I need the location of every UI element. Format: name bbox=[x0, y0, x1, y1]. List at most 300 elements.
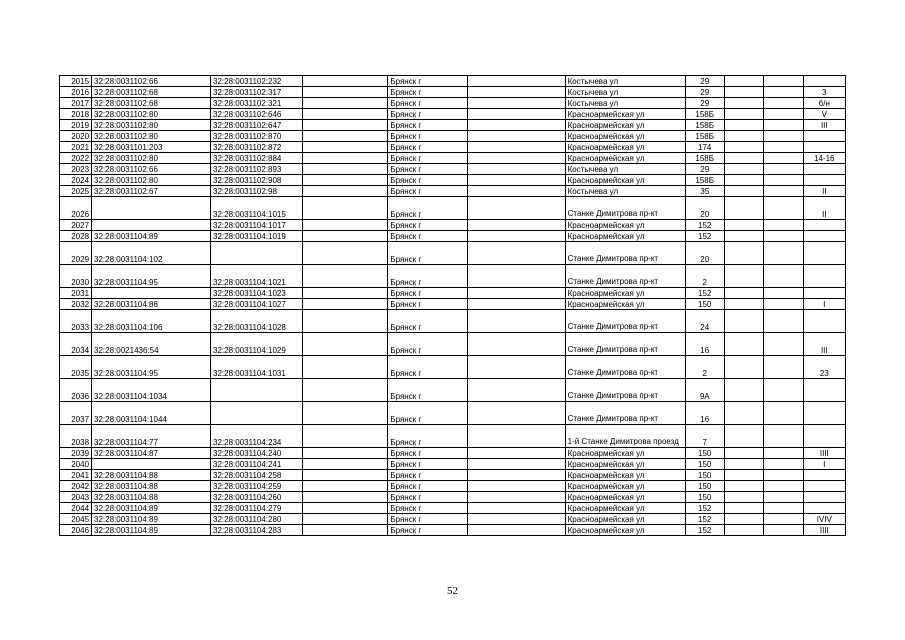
cadastral-parent-cell: 32:28:0031104:87 bbox=[92, 448, 211, 459]
city-cell: Брянск г bbox=[388, 448, 468, 459]
table-row bbox=[60, 402, 846, 425]
empty-cell bbox=[468, 76, 565, 87]
empty-cell bbox=[763, 175, 803, 186]
cadastral-number-cell: 32:28:0031102:98 bbox=[211, 186, 303, 197]
cadastral-number-cell: 32:28:0031102:908 bbox=[211, 175, 303, 186]
extra-cell: б/н bbox=[803, 98, 845, 109]
empty-cell bbox=[468, 98, 565, 109]
empty-cell bbox=[763, 448, 803, 459]
city-cell: Брянск г bbox=[388, 470, 468, 481]
table-row bbox=[60, 514, 846, 525]
row-number-cell: 2040 bbox=[60, 459, 92, 470]
empty-cell bbox=[468, 288, 565, 299]
cadastral-parent-cell: 32:28:0031104:88 bbox=[92, 492, 211, 503]
empty-cell bbox=[724, 142, 763, 153]
empty-cell bbox=[468, 402, 565, 425]
empty-cell bbox=[724, 356, 763, 379]
house-cell: 24 bbox=[685, 310, 724, 333]
empty-cell bbox=[468, 379, 565, 402]
cadastral-number-cell: 32:28:0031104:1021 bbox=[211, 265, 303, 288]
extra-cell: IVIV bbox=[803, 514, 845, 525]
empty-cell bbox=[302, 175, 388, 186]
table-row bbox=[60, 197, 846, 220]
cadastral-parent-cell: 32:28:0021436:54 bbox=[92, 333, 211, 356]
row-number-cell: 2030 bbox=[60, 265, 92, 288]
table-row bbox=[60, 525, 846, 536]
table-row bbox=[60, 142, 846, 153]
city-cell: Брянск г bbox=[388, 492, 468, 503]
cadastral-parent-cell: 32:28:0031102:66 bbox=[92, 164, 211, 175]
empty-cell bbox=[724, 220, 763, 231]
empty-cell bbox=[468, 231, 565, 242]
empty-cell bbox=[302, 109, 388, 120]
extra-cell bbox=[803, 379, 845, 402]
empty-cell bbox=[468, 153, 565, 164]
house-cell: 150 bbox=[685, 481, 724, 492]
house-cell: 174 bbox=[685, 142, 724, 153]
extra-cell bbox=[803, 242, 845, 265]
table-body bbox=[60, 76, 846, 536]
row-number-cell: 2022 bbox=[60, 153, 92, 164]
house-cell: 158Б bbox=[685, 120, 724, 131]
empty-cell bbox=[302, 448, 388, 459]
empty-cell bbox=[724, 231, 763, 242]
street-cell: Станке Димитрова пр-кт bbox=[565, 242, 685, 265]
table-row bbox=[60, 470, 846, 481]
street-cell: Станке Димитрова пр-кт bbox=[565, 310, 685, 333]
street-cell: Красноармейская ул bbox=[565, 481, 685, 492]
empty-cell bbox=[763, 153, 803, 164]
city-cell: Брянск г bbox=[388, 98, 468, 109]
empty-cell bbox=[724, 514, 763, 525]
table-row bbox=[60, 288, 846, 299]
extra-cell bbox=[803, 131, 845, 142]
city-cell: Брянск г bbox=[388, 242, 468, 265]
street-cell: Красноармейская ул bbox=[565, 231, 685, 242]
empty-cell bbox=[763, 525, 803, 536]
extra-cell: IIII bbox=[803, 525, 845, 536]
row-number-cell: 2015 bbox=[60, 76, 92, 87]
extra-cell bbox=[803, 425, 845, 448]
cadastral-parent-cell: 32:28:0031102:80 bbox=[92, 120, 211, 131]
cadastral-number-cell bbox=[211, 242, 303, 265]
empty-cell bbox=[468, 448, 565, 459]
empty-cell bbox=[302, 231, 388, 242]
row-number-cell: 2018 bbox=[60, 109, 92, 120]
empty-cell bbox=[468, 164, 565, 175]
house-cell: 35 bbox=[685, 186, 724, 197]
house-cell: 20 bbox=[685, 197, 724, 220]
empty-cell bbox=[468, 514, 565, 525]
cadastral-parent-cell: 32:28:0031104:1034 bbox=[92, 379, 211, 402]
empty-cell bbox=[468, 299, 565, 310]
row-number-cell: 2029 bbox=[60, 242, 92, 265]
table-row bbox=[60, 120, 846, 131]
empty-cell bbox=[468, 492, 565, 503]
house-cell: 2 bbox=[685, 265, 724, 288]
empty-cell bbox=[724, 333, 763, 356]
cadastral-parent-cell: 32:28:0031104:88 bbox=[92, 299, 211, 310]
row-number-cell: 2032 bbox=[60, 299, 92, 310]
extra-cell: IIII bbox=[803, 448, 845, 459]
empty-cell bbox=[724, 402, 763, 425]
row-number-cell: 2021 bbox=[60, 142, 92, 153]
empty-cell bbox=[763, 87, 803, 98]
table-row bbox=[60, 448, 846, 459]
city-cell: Брянск г bbox=[388, 153, 468, 164]
cadastral-number-cell: 32:28:0031104:1031 bbox=[211, 356, 303, 379]
empty-cell bbox=[763, 98, 803, 109]
cadastral-number-cell bbox=[211, 402, 303, 425]
house-cell: 158Б bbox=[685, 109, 724, 120]
street-cell: Станке Димитрова пр-кт bbox=[565, 379, 685, 402]
cadastral-parent-cell: 32:28:0031104:89 bbox=[92, 525, 211, 536]
empty-cell bbox=[724, 265, 763, 288]
house-cell: 16 bbox=[685, 333, 724, 356]
extra-cell bbox=[803, 175, 845, 186]
row-number-cell: 2020 bbox=[60, 131, 92, 142]
row-number-cell: 2026 bbox=[60, 197, 92, 220]
cadastral-parent-cell: 32:28:0031102:80 bbox=[92, 153, 211, 164]
street-cell: Станке Димитрова пр-кт bbox=[565, 265, 685, 288]
extra-cell bbox=[803, 402, 845, 425]
cadastral-number-cell: 32:28:0031104:279 bbox=[211, 503, 303, 514]
table-row bbox=[60, 492, 846, 503]
table-row bbox=[60, 98, 846, 109]
empty-cell bbox=[302, 120, 388, 131]
table-row bbox=[60, 310, 846, 333]
empty-cell bbox=[302, 402, 388, 425]
cadastral-parent-cell: 32:28:0031104:88 bbox=[92, 470, 211, 481]
street-cell: Станке Димитрова пр-кт bbox=[565, 356, 685, 379]
empty-cell bbox=[763, 288, 803, 299]
empty-cell bbox=[302, 514, 388, 525]
empty-cell bbox=[468, 197, 565, 220]
empty-cell bbox=[724, 186, 763, 197]
empty-cell bbox=[302, 299, 388, 310]
city-cell: Брянск г bbox=[388, 425, 468, 448]
city-cell: Брянск г bbox=[388, 231, 468, 242]
table-row bbox=[60, 76, 846, 87]
city-cell: Брянск г bbox=[388, 120, 468, 131]
house-cell: 152 bbox=[685, 231, 724, 242]
street-cell: Станке Димитрова пр-кт bbox=[565, 402, 685, 425]
extra-cell bbox=[803, 503, 845, 514]
empty-cell bbox=[302, 87, 388, 98]
house-cell: 150 bbox=[685, 448, 724, 459]
empty-cell bbox=[763, 379, 803, 402]
empty-cell bbox=[302, 481, 388, 492]
empty-cell bbox=[763, 131, 803, 142]
empty-cell bbox=[468, 87, 565, 98]
row-number-cell: 2027 bbox=[60, 220, 92, 231]
empty-cell bbox=[724, 448, 763, 459]
empty-cell bbox=[763, 265, 803, 288]
empty-cell bbox=[302, 220, 388, 231]
cadastral-parent-cell: 32:28:0031104:89 bbox=[92, 231, 211, 242]
empty-cell bbox=[763, 242, 803, 265]
street-cell: Станке Димитрова пр-кт bbox=[565, 333, 685, 356]
cadastral-parent-cell bbox=[92, 459, 211, 470]
empty-cell bbox=[468, 220, 565, 231]
city-cell: Брянск г bbox=[388, 356, 468, 379]
table-row bbox=[60, 299, 846, 310]
empty-cell bbox=[763, 333, 803, 356]
empty-cell bbox=[724, 425, 763, 448]
table-row bbox=[60, 131, 846, 142]
street-cell: Красноармейская ул bbox=[565, 109, 685, 120]
house-cell: 29 bbox=[685, 76, 724, 87]
table-row bbox=[60, 164, 846, 175]
cadastral-number-cell bbox=[211, 379, 303, 402]
cadastral-number-cell: 32:28:0031102:232 bbox=[211, 76, 303, 87]
city-cell: Брянск г bbox=[388, 288, 468, 299]
extra-cell: 14-16 bbox=[803, 153, 845, 164]
city-cell: Брянск г bbox=[388, 175, 468, 186]
street-cell: Красноармейская ул bbox=[565, 153, 685, 164]
empty-cell bbox=[468, 242, 565, 265]
row-number-cell: 2025 bbox=[60, 186, 92, 197]
empty-cell bbox=[763, 356, 803, 379]
city-cell: Брянск г bbox=[388, 87, 468, 98]
empty-cell bbox=[302, 310, 388, 333]
empty-cell bbox=[302, 333, 388, 356]
house-cell: 150 bbox=[685, 492, 724, 503]
street-cell: Красноармейская ул bbox=[565, 131, 685, 142]
row-number-cell: 2028 bbox=[60, 231, 92, 242]
house-cell: 152 bbox=[685, 220, 724, 231]
city-cell: Брянск г bbox=[388, 131, 468, 142]
cadastral-number-cell: 32:28:0031104:283 bbox=[211, 525, 303, 536]
cadastral-number-cell: 32:28:0031104:1017 bbox=[211, 220, 303, 231]
empty-cell bbox=[302, 242, 388, 265]
table-row bbox=[60, 87, 846, 98]
extra-cell bbox=[803, 288, 845, 299]
empty-cell bbox=[763, 197, 803, 220]
extra-cell bbox=[803, 492, 845, 503]
street-cell: Красноармейская ул bbox=[565, 220, 685, 231]
table-row bbox=[60, 153, 846, 164]
cadastral-parent-cell: 32:28:0031104:88 bbox=[92, 481, 211, 492]
cadastral-number-cell: 32:28:0031104:1023 bbox=[211, 288, 303, 299]
extra-cell bbox=[803, 481, 845, 492]
street-cell: Станке Димитрова пр-кт bbox=[565, 197, 685, 220]
empty-cell bbox=[302, 470, 388, 481]
street-cell: Костычева ул bbox=[565, 76, 685, 87]
cadastral-number-cell: 32:28:0031104:1028 bbox=[211, 310, 303, 333]
empty-cell bbox=[724, 525, 763, 536]
empty-cell bbox=[302, 164, 388, 175]
empty-cell bbox=[302, 425, 388, 448]
cadastral-number-cell: 32:28:0031102:321 bbox=[211, 98, 303, 109]
cadastral-parent-cell bbox=[92, 220, 211, 231]
empty-cell bbox=[468, 459, 565, 470]
cadastral-number-cell: 32:28:0031104:1027 bbox=[211, 299, 303, 310]
cadastral-parent-cell: 32:28:0031102:68 bbox=[92, 98, 211, 109]
table-row bbox=[60, 356, 846, 379]
cadastral-number-cell: 32:28:0031104:260 bbox=[211, 492, 303, 503]
house-cell: 158Б bbox=[685, 153, 724, 164]
extra-cell bbox=[803, 265, 845, 288]
row-number-cell: 2039 bbox=[60, 448, 92, 459]
house-cell: 150 bbox=[685, 299, 724, 310]
row-number-cell: 2017 bbox=[60, 98, 92, 109]
empty-cell bbox=[468, 109, 565, 120]
empty-cell bbox=[724, 175, 763, 186]
table-row bbox=[60, 425, 846, 448]
cadastral-number-cell: 32:28:0031102:872 bbox=[211, 142, 303, 153]
city-cell: Брянск г bbox=[388, 459, 468, 470]
extra-cell bbox=[803, 231, 845, 242]
empty-cell bbox=[468, 265, 565, 288]
row-number-cell: 2033 bbox=[60, 310, 92, 333]
city-cell: Брянск г bbox=[388, 310, 468, 333]
row-number-cell: 2037 bbox=[60, 402, 92, 425]
cadastral-parent-cell: 32:28:0031102:80 bbox=[92, 175, 211, 186]
city-cell: Брянск г bbox=[388, 333, 468, 356]
cadastral-number-cell: 32:28:0031104:258 bbox=[211, 470, 303, 481]
city-cell: Брянск г bbox=[388, 186, 468, 197]
cadastral-number-cell: 32:28:0031104:241 bbox=[211, 459, 303, 470]
row-number-cell: 2045 bbox=[60, 514, 92, 525]
city-cell: Брянск г bbox=[388, 164, 468, 175]
city-cell: Брянск г bbox=[388, 220, 468, 231]
extra-cell: 23 bbox=[803, 356, 845, 379]
cadastral-number-cell: 32:28:0031102:884 bbox=[211, 153, 303, 164]
cadastral-number-cell: 32:28:0031102:647 bbox=[211, 120, 303, 131]
extra-cell bbox=[803, 76, 845, 87]
empty-cell bbox=[302, 76, 388, 87]
house-cell: 152 bbox=[685, 503, 724, 514]
house-cell: 20 bbox=[685, 242, 724, 265]
empty-cell bbox=[763, 120, 803, 131]
row-number-cell: 2044 bbox=[60, 503, 92, 514]
street-cell: Красноармейская ул bbox=[565, 525, 685, 536]
row-number-cell: 2043 bbox=[60, 492, 92, 503]
street-cell: Красноармейская ул bbox=[565, 142, 685, 153]
empty-cell bbox=[468, 120, 565, 131]
city-cell: Брянск г bbox=[388, 299, 468, 310]
empty-cell bbox=[302, 131, 388, 142]
empty-cell bbox=[724, 164, 763, 175]
empty-cell bbox=[302, 265, 388, 288]
cadastral-parent-cell: 32:28:0031104:106 bbox=[92, 310, 211, 333]
table-row bbox=[60, 175, 846, 186]
empty-cell bbox=[763, 310, 803, 333]
row-number-cell: 2046 bbox=[60, 525, 92, 536]
empty-cell bbox=[763, 459, 803, 470]
empty-cell bbox=[724, 131, 763, 142]
house-cell: 152 bbox=[685, 514, 724, 525]
table-row bbox=[60, 481, 846, 492]
cadastral-parent-cell: 32:28:0031104:89 bbox=[92, 514, 211, 525]
cadastral-parent-cell: 32:28:0031102:67 bbox=[92, 186, 211, 197]
empty-cell bbox=[763, 481, 803, 492]
empty-cell bbox=[302, 153, 388, 164]
house-cell: 150 bbox=[685, 459, 724, 470]
extra-cell: II bbox=[803, 197, 845, 220]
house-cell: 7 bbox=[685, 425, 724, 448]
extra-cell: I bbox=[803, 459, 845, 470]
cadastral-parent-cell: 32:28:0031102:80 bbox=[92, 109, 211, 120]
house-cell: 152 bbox=[685, 288, 724, 299]
empty-cell bbox=[302, 492, 388, 503]
empty-cell bbox=[763, 299, 803, 310]
row-number-cell: 2036 bbox=[60, 379, 92, 402]
cadastral-number-cell: 32:28:0031104:280 bbox=[211, 514, 303, 525]
house-cell: 152 bbox=[685, 525, 724, 536]
extra-cell bbox=[803, 142, 845, 153]
row-number-cell: 2023 bbox=[60, 164, 92, 175]
empty-cell bbox=[302, 379, 388, 402]
row-number-cell: 2038 bbox=[60, 425, 92, 448]
extra-cell: 3 bbox=[803, 87, 845, 98]
cadastral-parent-cell: 32:28:0031102:66 bbox=[92, 76, 211, 87]
house-cell: 29 bbox=[685, 87, 724, 98]
street-cell: Красноармейская ул bbox=[565, 288, 685, 299]
empty-cell bbox=[724, 120, 763, 131]
cadastral-parent-cell: 32:28:0031104:102 bbox=[92, 242, 211, 265]
cadastral-number-cell: 32:28:0031104:234 bbox=[211, 425, 303, 448]
extra-cell: II bbox=[803, 186, 845, 197]
cadastral-parent-cell: 32:28:0031102:80 bbox=[92, 131, 211, 142]
extra-cell: III bbox=[803, 120, 845, 131]
empty-cell bbox=[763, 76, 803, 87]
street-cell: Костычева ул bbox=[565, 164, 685, 175]
empty-cell bbox=[302, 197, 388, 220]
empty-cell bbox=[468, 175, 565, 186]
row-number-cell: 2019 bbox=[60, 120, 92, 131]
empty-cell bbox=[468, 333, 565, 356]
empty-cell bbox=[763, 425, 803, 448]
row-number-cell: 2041 bbox=[60, 470, 92, 481]
city-cell: Брянск г bbox=[388, 525, 468, 536]
city-cell: Брянск г bbox=[388, 265, 468, 288]
table-row bbox=[60, 459, 846, 470]
empty-cell bbox=[468, 310, 565, 333]
cadastral-parent-cell bbox=[92, 197, 211, 220]
street-cell: 1-й Станке Димитрова проезд bbox=[565, 425, 685, 448]
empty-cell bbox=[724, 299, 763, 310]
empty-cell bbox=[468, 503, 565, 514]
empty-cell bbox=[468, 481, 565, 492]
cadastral-number-cell: 32:28:0031104:1029 bbox=[211, 333, 303, 356]
city-cell: Брянск г bbox=[388, 142, 468, 153]
extra-cell bbox=[803, 470, 845, 481]
row-number-cell: 2024 bbox=[60, 175, 92, 186]
empty-cell bbox=[763, 220, 803, 231]
empty-cell bbox=[763, 231, 803, 242]
empty-cell bbox=[468, 142, 565, 153]
empty-cell bbox=[724, 459, 763, 470]
empty-cell bbox=[724, 197, 763, 220]
cadastral-parent-cell bbox=[92, 288, 211, 299]
empty-cell bbox=[468, 131, 565, 142]
street-cell: Костычева ул bbox=[565, 98, 685, 109]
city-cell: Брянск г bbox=[388, 379, 468, 402]
street-cell: Красноармейская ул bbox=[565, 514, 685, 525]
empty-cell bbox=[302, 186, 388, 197]
empty-cell bbox=[763, 402, 803, 425]
table-row bbox=[60, 503, 846, 514]
table-row bbox=[60, 186, 846, 197]
street-cell: Красноармейская ул bbox=[565, 459, 685, 470]
cadastral-parent-cell: 32:28:0031104:1044 bbox=[92, 402, 211, 425]
empty-cell bbox=[724, 310, 763, 333]
city-cell: Брянск г bbox=[388, 503, 468, 514]
empty-cell bbox=[724, 470, 763, 481]
empty-cell bbox=[302, 288, 388, 299]
